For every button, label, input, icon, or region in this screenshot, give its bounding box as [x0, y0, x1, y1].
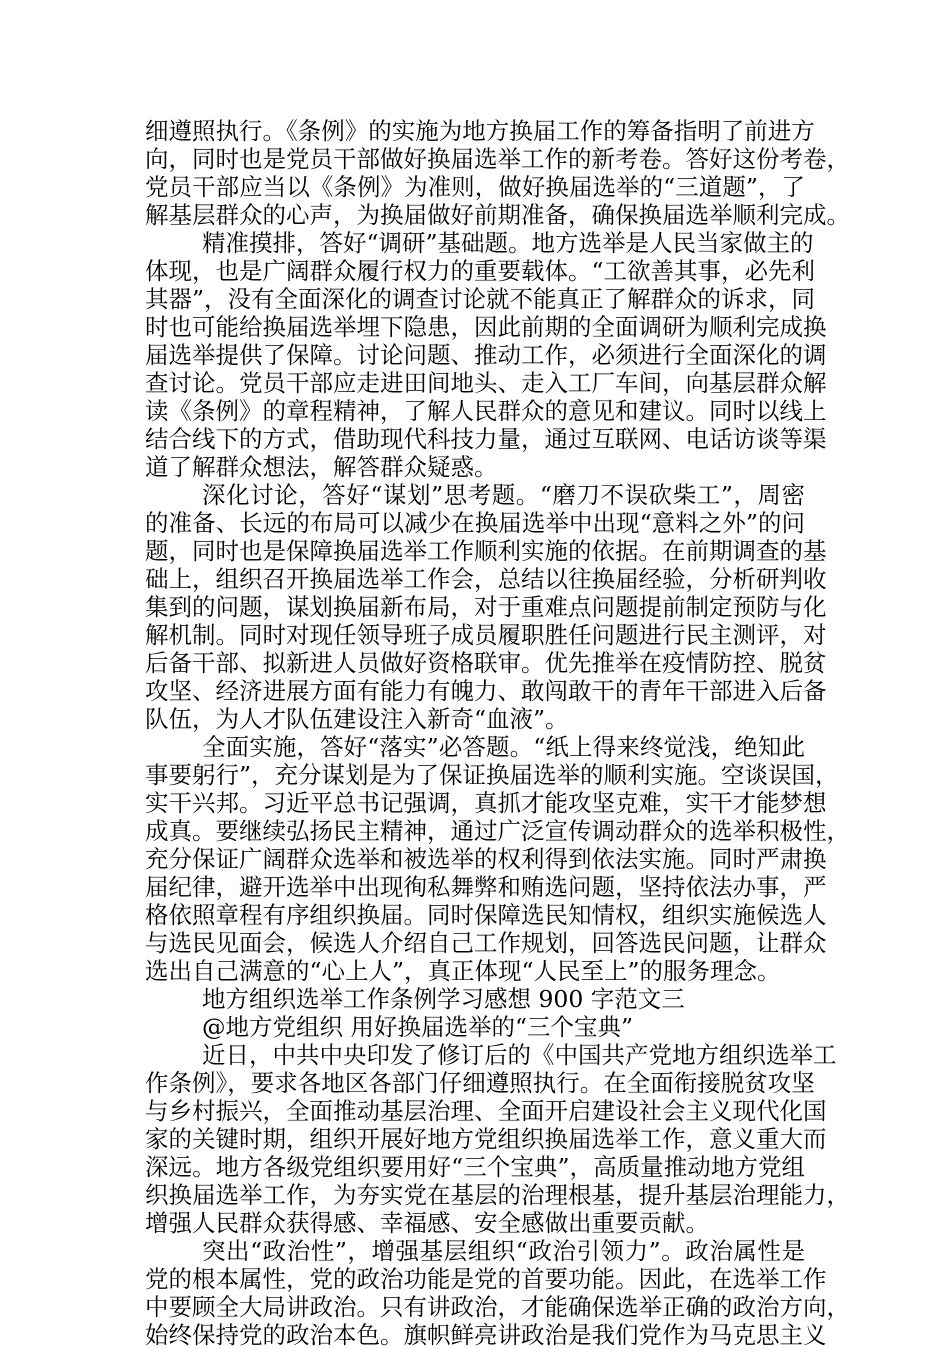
text-line: 深化讨论，答好“谋划”思考题。“磨刀不误砍柴工”，周密: [202, 481, 805, 509]
text-line: 体现，也是广阔群众履行权力的重要载体。“工欲善其事，必先利: [145, 257, 816, 285]
paragraph: [145, 1013, 805, 1041]
paragraph: [145, 1041, 850, 1237]
text-line: 时也可能给换届选举埋下隐患，因此前期的全面调研为顺利完成换: [145, 313, 827, 341]
text-line: 家的关键时期，组织开展好地方党组织换届选举工作，意义重大而: [145, 1125, 827, 1153]
text-line: 选出自己满意的“心上人”，真正体现“人民至上”的服务理念。: [145, 957, 781, 985]
document-body: [145, 117, 850, 1349]
text-line: 突出“政治性”，增强基层组织“政治引领力”。政治属性是: [202, 1237, 805, 1265]
text-line: 与选民见面会，候选人介绍自己工作规划，回答选民问题，让群众: [145, 929, 827, 957]
text-line: 党员干部应当以《条例》为准则，做好换届选举的“三道题”，了: [145, 173, 805, 201]
text-line: @地方党组织 用好换届选举的“三个宝典”: [202, 1013, 633, 1041]
text-line: 实干兴邦。习近平总书记强调，真抓才能攻坚克难，实干才能梦想: [145, 789, 827, 817]
paragraph: [145, 733, 850, 985]
text-line: 中要顾全大局讲政治。只有讲政治，才能确保选举正确的政治方向，: [145, 1293, 850, 1321]
text-line: 充分保证广阔群众选举和被选举的权利得到依法实施。同时严肃换: [145, 845, 827, 873]
text-line: 与乡村振兴，全面推动基层治理、全面开启建设社会主义现代化国: [145, 1097, 827, 1125]
text-line: 地方组织选举工作条例学习感想 900 字范文三: [202, 985, 685, 1013]
text-line: 集到的问题，谋划换届新布局，对于重难点问题提前制定预防与化: [145, 593, 827, 621]
text-line: 向，同时也是党员干部做好换届选举工作的新考卷。答好这份考卷，: [145, 145, 850, 173]
paragraph: [145, 481, 827, 733]
paragraph: [145, 1237, 850, 1349]
text-line: 始终保持党的政治本色。旗帜鲜亮讲政治是我们党作为马克思主义: [145, 1321, 827, 1349]
paragraph: [145, 117, 850, 229]
text-line: 解机制。同时对现任领导班子成员履职胜任问题进行民主测评，对: [145, 621, 827, 649]
text-line: 题，同时也是保障换届选举工作顺利实施的依据。在前期调查的基: [145, 537, 827, 565]
text-line: 织换届选举工作，为夯实党在基层的治理根基，提升基层治理能力，: [145, 1181, 850, 1209]
text-line: 础上，组织召开换届选举工作会，总结以往换届经验，分析研判收: [145, 565, 827, 593]
text-line: 道了解群众想法，解答群众疑惑。: [145, 453, 498, 481]
text-line: 成真。要继续弘扬民主精神，通过广泛宣传调动群众的选举积极性，: [145, 817, 850, 845]
text-line: 攻坚、经济进展方面有能力有魄力、敢闯敢干的青年干部进入后备: [145, 677, 827, 705]
text-line: 深远。地方各级党组织要用好“三个宝典”，高质量推动地方党组: [145, 1153, 805, 1181]
text-line: 读《条例》的章程精神，了解人民群众的意见和建议。同时以线上: [145, 397, 827, 425]
text-line: 后备干部、拟新进人员做好资格联审。优先推举在疫情防控、脱贫: [145, 649, 827, 677]
text-line: 届纪律，避开选举中出现徇私舞弊和贿选问题，坚持依法办事，严: [145, 873, 827, 901]
text-line: 格依照章程有序组织换届。同时保障选民知情权，组织实施候选人: [145, 901, 827, 929]
text-line: 增强人民群众获得感、幸福感、安全感做出重要贡献。: [145, 1209, 709, 1237]
text-line: 解基层群众的心声，为换届做好前期准备，确保换届选举顺利完成。: [145, 201, 850, 229]
text-line: 作条例》，要求各地区各部门仔细遵照执行。在全面衔接脱贫攻坚: [145, 1069, 815, 1097]
text-line: 全面实施，答好“落实”必答题。“纸上得来终觉浅，绝知此: [202, 733, 805, 761]
text-line: 查讨论。党员干部应走进田间地头、走入工厂车间，向基层群众解: [145, 369, 827, 397]
text-line: 届选举提供了保障。讨论问题、推动工作，必须进行全面深化的调: [145, 341, 827, 369]
text-line: 党的根本属性，党的政治功能是党的首要功能。因此，在选举工作: [145, 1265, 827, 1293]
text-line: 队伍，为人才队伍建设注入新奇“血液”。: [145, 705, 569, 733]
text-line: 近日，中共中央印发了修订后的《中国共产党地方组织选举工: [202, 1041, 837, 1069]
paragraph: [145, 229, 827, 481]
text-line: 细遵照执行。《条例》的实施为地方换届工作的筹备指明了前进方: [145, 117, 815, 145]
text-line: 结合线下的方式，借助现代科技力量，通过互联网、电话访谈等渠: [145, 425, 827, 453]
text-line: 精准摸排，答好“调研”基础题。地方选举是人民当家做主的: [202, 229, 814, 257]
text-line: 的准备、长远的布局可以减少在换届选举中出现“意料之外”的问: [145, 509, 805, 537]
paragraph: [145, 985, 805, 1013]
text-line: 其器”，没有全面深化的调查讨论就不能真正了解群众的诉求，同: [145, 285, 816, 313]
text-line: 事要躬行”，充分谋划是为了保证换届选举的顺利实施。空谈误国，: [145, 761, 839, 789]
